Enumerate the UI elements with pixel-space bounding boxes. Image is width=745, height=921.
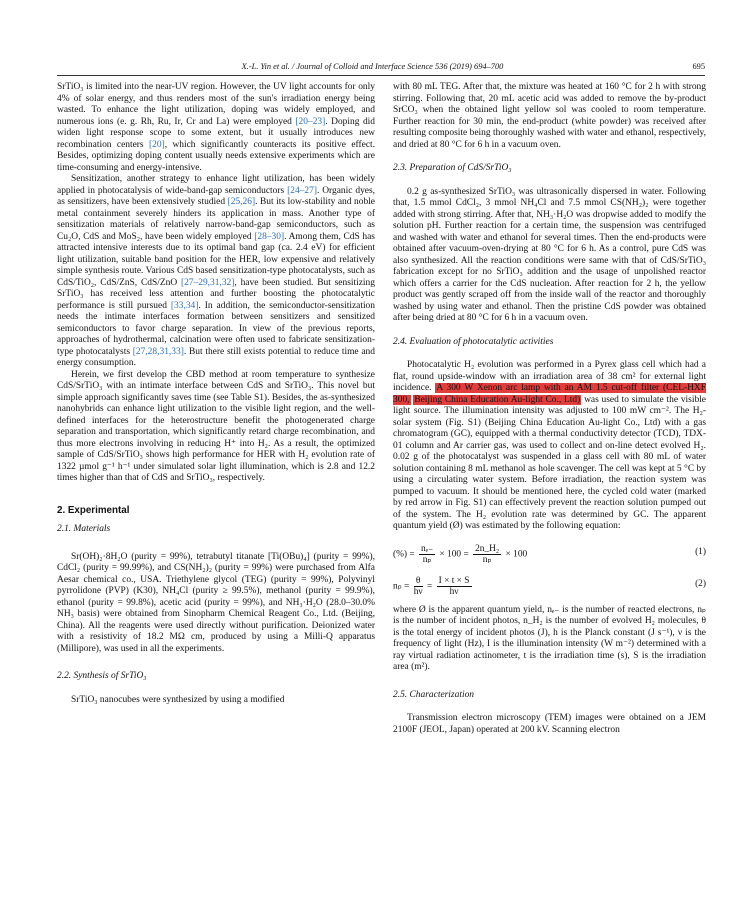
subsection-heading: 2.4. Evaluation of photocatalytic activities	[393, 336, 554, 347]
paragraph: Sr(OH)₂·8H₂O (purity = 99%), tetrabutyl titanate [Ti(OBu)₄] (purity = 99%), CdCl₂ (purity = 99.99%), and CS(NH₂)₂ (purity = 99%) were purchased from Alfa Aesar chemical co., USA. Triethylene glycol (TEG) (purity = 99%), Polyvinyl pyrrolidone (PVP) (K30), NH₄Cl (purity ≥ 99.5%), methanol (purity = 99.9%), ethanol (purity = 99.8%), acetic acid (purity = 99%), and NH₃·H₂O (28.0–30.0% NH₃ basis) were obtained from Sinopharm Chemical Reagent Co., Ltd. (Beijing, China). All the reagents were used directly without purification. Deionized water with a resistivity of 18.2 MΩ cm, produced by using a Milli-Q apparatus (Millipore), was used in all the experiments.	[57, 551, 375, 654]
citation-link[interactable]: [33,34]	[170, 300, 199, 311]
highlighted-text[interactable]: A 300 W Xenon arc lamp with an AM 1.5 cut-off filter (CEL-HXF 300,	[393, 383, 706, 405]
highlighted-text[interactable]: Beijing China Education Au-light Co., Ltd)	[414, 394, 581, 405]
paragraph: Sensitization, another strategy to enhance light utilization, has been widely applied in photocatalysis of wide-band-gap semiconductors [24–27]. Organic dyes, as sensitizers, have been extensively studied [25,26]. But its low-stability and noble metal containment severely hinders its application in mass. Another type of sensitization materials of relatively narrow-band-gap semiconductors, such as Cu₂O, CdS and MoS₂, have been widely employed [28–30]. Among them, CdS has attracted intensive interests due to its optimal band gap (ca. 2.4 eV) for efficient light utilization, suitable band position for the HER, low expensive and relatively simple synthesis route. Various CdS based sensitization-type photocatalysts, such as CdS/TiO₂, CdS/ZnS, CdS/ZnO [27–29,31,32], have been studied. But sensitizing SrTiO₃ has received less attention and further boosting the photocatalytic performance is still pursued [33,34]. In addition, the semiconductor-sensitization needs the intimate interfaces formation between sensitizers and sensitized semiconductors to favor charge separation. In view of the previous reports, approaches of hydrothermal, calcination were often used to fabricate sensitization-type photocatalysts [27,28,31,33]. But there still exists potential to reduce time and energy consumption.	[57, 174, 376, 368]
citation-link[interactable]: [28–30]	[254, 231, 285, 242]
citation-link[interactable]: [27–29,31,32]	[180, 277, 235, 288]
subsection-heading: 2.1. Materials	[57, 524, 111, 534]
paragraph: Photocatalytic H₂ evolution was performed in a Pyrex glass cell which had a flat, round upside-window with an irradiation area of 38 cm² for external light incidence. A 300 W Xenon arc lamp with an AM 1.5 cut-off filter (CEL-HXF 300, Beijing China Education Au-light Co., Ltd) was used to simulate the visible light source. The illumination intensity was adjusted to 100 mW cm⁻². The H₂-solar system (Fig. S1) (Beijing China Education Au-light Co., Ltd) with a gas chromatogram (GC), equipped with a thermal conductivity detector (TCD), TDX-01 column and Ar carrier gas, was used to collect and on-line detect evolved H₂. 0.02 g of the photocatalyst was suspended in a glass cell with 80 mL of water solution containing 8 mL methanol as hole scavenger. The cell was kept at 5 °C by using a circulating water system. Before irradiation, the reaction system was pumped to vacuum. It should be mentioned here, the cycled cold water (marked by red arrow in Fig. S1) can effectively prevent the reaction solution pumped out of the system. The H₂ evolution rate was determined by GC. The apparent quantum yield (Ø) was estimated by the following equation:	[393, 360, 706, 531]
subsection-heading: 2.3. Preparation of CdS/SrTiO₃	[393, 163, 512, 173]
paragraph: where Ø is the apparent quantum yield, nₑ₋ is the number of reacted electrons, nₚ is the number of incident photos, n_H₂ is the number of evolved H₂ molecules, θ is the total energy of incident photos (J), h is the Planck constant (J s⁻¹), ν is the frequency of light (Hz), I is the illumination intensity (W m⁻²) determined with a ray virtual radiation actinometer, t is the irradiation time (s), S is the irradiation area (m²).	[393, 604, 706, 672]
citation-link[interactable]: [24–27]	[287, 185, 317, 196]
citation-link[interactable]: [27,28,31,33]	[132, 346, 184, 357]
equation-1: (%) = $\frac{\text{nₑ₋}}{\text{nₚ}}$ × 100 = $\frac{\text{2n\_H₂}}{\text{nₚ}}$ × 100 (1)	[393, 543, 706, 565]
paragraph: 0.2 g as-synthesized SrTiO₃ was ultrasonically dispersed in water. Following that, 1.5 mmol CdCl₂, 3 mmol NH₄Cl and 7.5 mmol CS(NH₂)₂ were together added with strong stirring. After that, NH₃·H₂O was dropwise added to modify the solution pH. Further reaction for a certain time, the suspension was centrifuged and washed with water and ethanol for several times. Then the end-products were obtained after vacuum-oven-drying at 80 °C for 6 h. As a control, pure CdS was also synthesized. All the reaction conditions were same with that of CdS/SrTiO₃ fabrication except for no SrTiO₃ addition and the usage of unpolished reactor which offers a carrier for the CdS nucleation. After reaction for 2 h, the yellow product was gently scraped off from the inside wall of the reactor and thoroughly washed by using water and ethanol. Then the pristine CdS powder was obtained after being dried at 80 °C for 6 h in a vacuum oven.	[393, 186, 706, 323]
running-header	[0, 62, 745, 76]
paragraph: SrTiO₃ nanocubes were synthesized by using a modified	[71, 694, 285, 705]
equation-number: (2)	[695, 578, 706, 589]
citation-link[interactable]: [20–23]	[295, 116, 326, 127]
journal-citation: X.-L. Yin et al. / Journal of Colloid and Interface Science 536 (2019) 694–700	[241, 62, 504, 71]
citation-link[interactable]: [25,26]	[227, 197, 256, 207]
citation-link[interactable]: [20]	[148, 139, 165, 150]
paragraph: Herein, we first develop the CBD method at room temperature to synthesize CdS/SrTiO₃ with an intimate interface between CdS and SrTiO₃. This novel but simple approach significantly saves time (see Table S1). Besides, the as-synthesized nanohybrids can enhance light utilization to the visible light region, and the well-defined interfaces for the heterostructure benefit the photogenerated charge separation and transportation, which significantly retard charge recombination, and thus more electrons involving in reducing H⁺ into H₂. As a result, the optimized sample of CdS/SrTiO₃ shows high performance for HER with H₂ evolution rate of 1322 µmol g⁻¹ h⁻¹ under simulated solar light illumination, which is 2.8 and 12.2 times higher than that of CdS and SrTiO₃, respectively.	[57, 369, 375, 483]
equation-number: (1)	[695, 546, 706, 557]
section-heading: 2. Experimental	[57, 504, 130, 516]
paragraph: SrTiO₃ is limited into the near-UV region. However, the UV light accounts for only 4% of solar energy, and thus renders most of the sun's irradiation energy being wasted. To enhance the light utilization, doping was widely employed, and numerous ions (e. g. Rh, Ru, Ir, Cr and La) were employed [20–23]. Doping did widen light response scope to some extent, but it usually introduces new recombination centers [20], which significantly counteracts its positive effect. Besides, optimizing doping content usually needs extensive experiments which are time-consuming and energy-intensive.	[57, 82, 376, 173]
subsection-heading: 2.2. Synthesis of SrTiO₃	[57, 671, 147, 681]
subsection-heading: 2.5. Characterization	[393, 689, 475, 700]
page-number: 695	[692, 62, 705, 71]
header-rule	[57, 75, 705, 76]
paragraph: Transmission electron microscopy (TEM) images were obtained on a JEM 2100F (JEOL, Japan) operated at 200 kV. Scanning electron	[393, 713, 706, 735]
equation-2: nₚ = $\frac{\theta}{h\nu}$ = $\frac{I \times t \times S}{h\nu}$ (2)	[393, 575, 706, 597]
right-column	[393, 82, 706, 736]
paragraph: with 80 mL TEG. After that, the mixture was heated at 160 °C for 2 h with strong stirring. Following that, 20 mL acetic acid was added to remove the by-product SrCO₃ when the obtained light yellow sol was cooled to room temperature. Further reaction for 30 min, the end-product (white powder) was received after resulting composite being thoroughly washed with water and ethanol, respectively, and dried at 80 °C for 6 h in a vacuum oven.	[393, 82, 706, 150]
left-column	[57, 82, 375, 706]
